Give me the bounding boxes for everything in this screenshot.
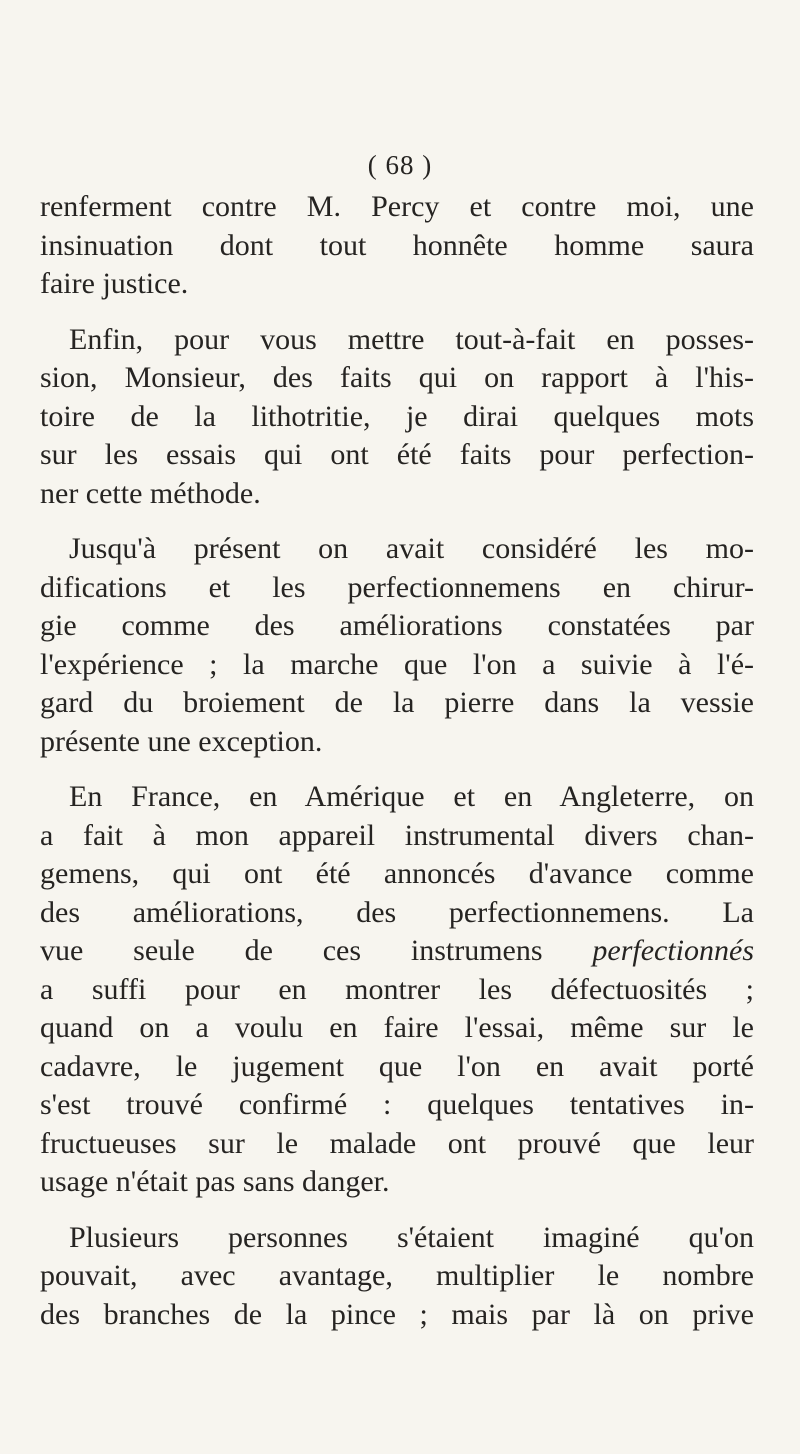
text-line: difications et les perfectionnemens en chirur- [40,570,754,604]
text-line: a fait à mon appareil instrumental divers chan- [40,818,754,852]
page-number: ( 68 ) [367,150,433,180]
text-line: Plusieurs personnes s'étaient imaginé qu'on [69,1220,754,1254]
text-line: quand on a voulu en faire l'essai, même sur le [40,1011,754,1044]
text-segment: vue seule de ces instrumens [40,934,543,967]
text-line: ner cette méthode. [40,476,261,510]
text-line: faire justice. [40,267,189,300]
text-line: toire de la lithotritie, je dirai quelques mots [40,399,754,433]
paragraph-3 [40,530,754,761]
text-line: Jusqu'à présent on avait considéré les mo- [69,532,754,565]
text-line: fructueuses sur le malade ont prouvé que leur [40,1126,754,1160]
text-line: pouvait, avec avantage, multiplier le nombre [40,1259,754,1292]
text-line: En France, en Amérique et en Angleterre, on [69,780,754,813]
body-text [40,188,754,1351]
text-line: gie comme des améliorations constatées par [40,609,754,642]
text-line: renferment contre M. Percy et contre moi, une [40,190,754,223]
text-line: l'expérience ; la marche que l'on a suivie à l'é- [40,647,754,681]
paragraph-2 [40,321,754,514]
text-line: sion, Monsieur, des faits qui on rapport à l'his- [40,361,754,394]
text-line-with-italic [40,932,754,971]
text-line: a suffi pour en montrer les défectuosités ; [40,972,754,1006]
text-line: des branches de la pince ; mais par là on prive [40,1297,754,1331]
paragraph-4 [40,778,754,1202]
text-line: Enfin, pour vous mettre tout-à-fait en posses- [69,322,754,356]
paragraph-5 [40,1219,754,1335]
text-line: présente une exception. [40,724,323,758]
text-line: insinuation dont tout honnête homme saura [40,228,754,262]
text-line: des améliorations, des perfectionnemens. La [40,895,754,929]
text-line: gemens, qui ont été annoncés d'avance comme [40,857,754,890]
text-line: gard du broiement de la pierre dans la vessie [40,686,754,719]
text-line: s'est trouvé confirmé : quelques tentatives in- [40,1088,754,1121]
text-line: cadavre, le jugement que l'on en avait porté [40,1049,754,1083]
paragraph-1 [40,188,754,304]
italic-word: perfectionnés [592,934,754,967]
text-line: usage n'était pas sans danger. [40,1165,390,1198]
text-line: sur les essais qui ont été faits pour perfection- [40,438,754,471]
